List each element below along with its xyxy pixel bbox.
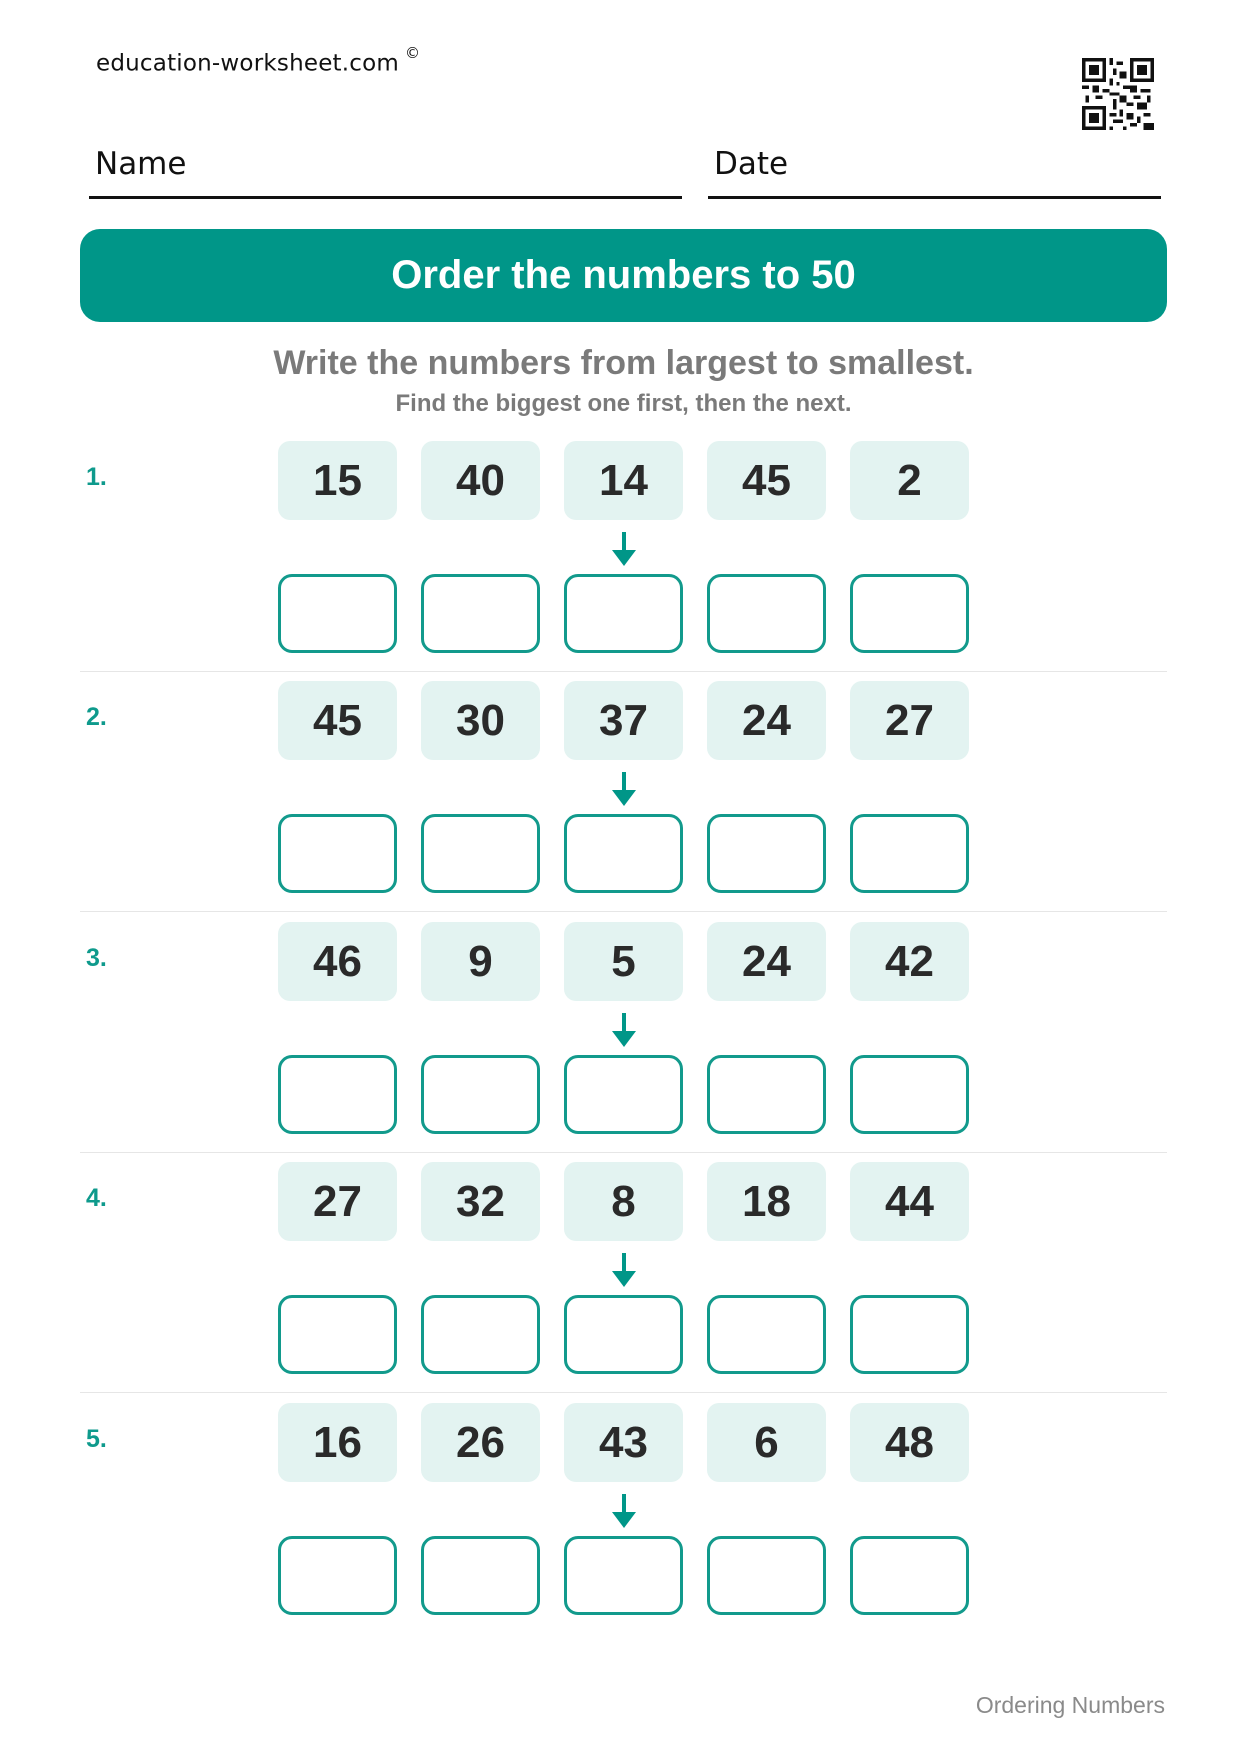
answer-box[interactable] [707,574,826,653]
answer-box[interactable] [707,814,826,893]
number-tile: 24 [707,681,826,760]
answer-box[interactable] [278,1536,397,1615]
number-tile: 14 [564,441,683,520]
answer-box[interactable] [850,1055,969,1134]
name-field[interactable] [89,142,682,199]
number-tile: 44 [850,1162,969,1241]
problem-number: 5. [86,1425,107,1453]
answer-box[interactable] [564,1295,683,1374]
number-tile: 46 [278,922,397,1001]
answer-box[interactable] [421,1295,540,1374]
site-url: education-worksheet.com [96,50,399,77]
number-tile: 42 [850,922,969,1001]
qr-code-icon [1082,58,1154,130]
number-tile: 32 [421,1162,540,1241]
problem-number: 4. [86,1184,107,1212]
instruction-sub: Find the biggest one first, then the next. [395,390,852,417]
copyright-mark: © [405,44,421,62]
problem-row [80,441,1167,681]
number-tile: 37 [564,681,683,760]
number-tile: 9 [421,922,540,1001]
number-tile: 16 [278,1403,397,1482]
answer-box[interactable] [278,1055,397,1134]
problem-row [80,1162,1167,1402]
date-label: Date [714,146,789,182]
divider [80,911,1167,912]
problem-row [80,681,1167,921]
answer-box[interactable] [564,1055,683,1134]
page-title: Order the numbers to 50 [391,253,856,297]
number-tile: 18 [707,1162,826,1241]
answer-box[interactable] [850,574,969,653]
number-tile: 30 [421,681,540,760]
answer-box[interactable] [564,574,683,653]
site-label [96,44,421,77]
divider [80,1152,1167,1153]
answer-box[interactable] [278,1295,397,1374]
number-tile: 15 [278,441,397,520]
number-tile: 5 [564,922,683,1001]
arrow-down-icon [609,772,639,808]
answer-box[interactable] [707,1295,826,1374]
answer-box[interactable] [564,1536,683,1615]
answer-box[interactable] [278,574,397,653]
number-tile: 6 [707,1403,826,1482]
problem-row [80,922,1167,1162]
divider [80,671,1167,672]
instruction-main: Write the numbers from largest to smallest. [273,344,974,382]
title-banner [80,229,1167,322]
arrow-down-icon [609,1013,639,1049]
arrow-down-icon [609,532,639,568]
number-tile: 2 [850,441,969,520]
footer-label: Ordering Numbers [975,1692,1165,1718]
answer-box[interactable] [707,1055,826,1134]
answer-box[interactable] [421,1055,540,1134]
answer-box[interactable] [421,574,540,653]
answer-box[interactable] [850,1536,969,1615]
number-tile: 8 [564,1162,683,1241]
number-tile: 24 [707,922,826,1001]
number-tile: 27 [850,681,969,760]
number-tile: 40 [421,441,540,520]
number-tile: 45 [278,681,397,760]
answer-box[interactable] [850,1295,969,1374]
problem-number: 3. [86,944,107,972]
arrow-down-icon [609,1253,639,1289]
answer-box[interactable] [421,814,540,893]
number-tile: 26 [421,1403,540,1482]
arrow-down-icon [609,1494,639,1530]
date-field[interactable] [708,142,1161,199]
answer-box[interactable] [707,1536,826,1615]
problem-number: 2. [86,703,107,731]
name-label: Name [95,146,187,182]
divider [80,1392,1167,1393]
answer-box[interactable] [564,814,683,893]
answer-box[interactable] [850,814,969,893]
problem-row [80,1403,1167,1643]
number-tile: 27 [278,1162,397,1241]
answer-box[interactable] [278,814,397,893]
answer-box[interactable] [421,1536,540,1615]
number-tile: 45 [707,441,826,520]
number-tile: 48 [850,1403,969,1482]
problem-number: 1. [86,463,107,491]
number-tile: 43 [564,1403,683,1482]
